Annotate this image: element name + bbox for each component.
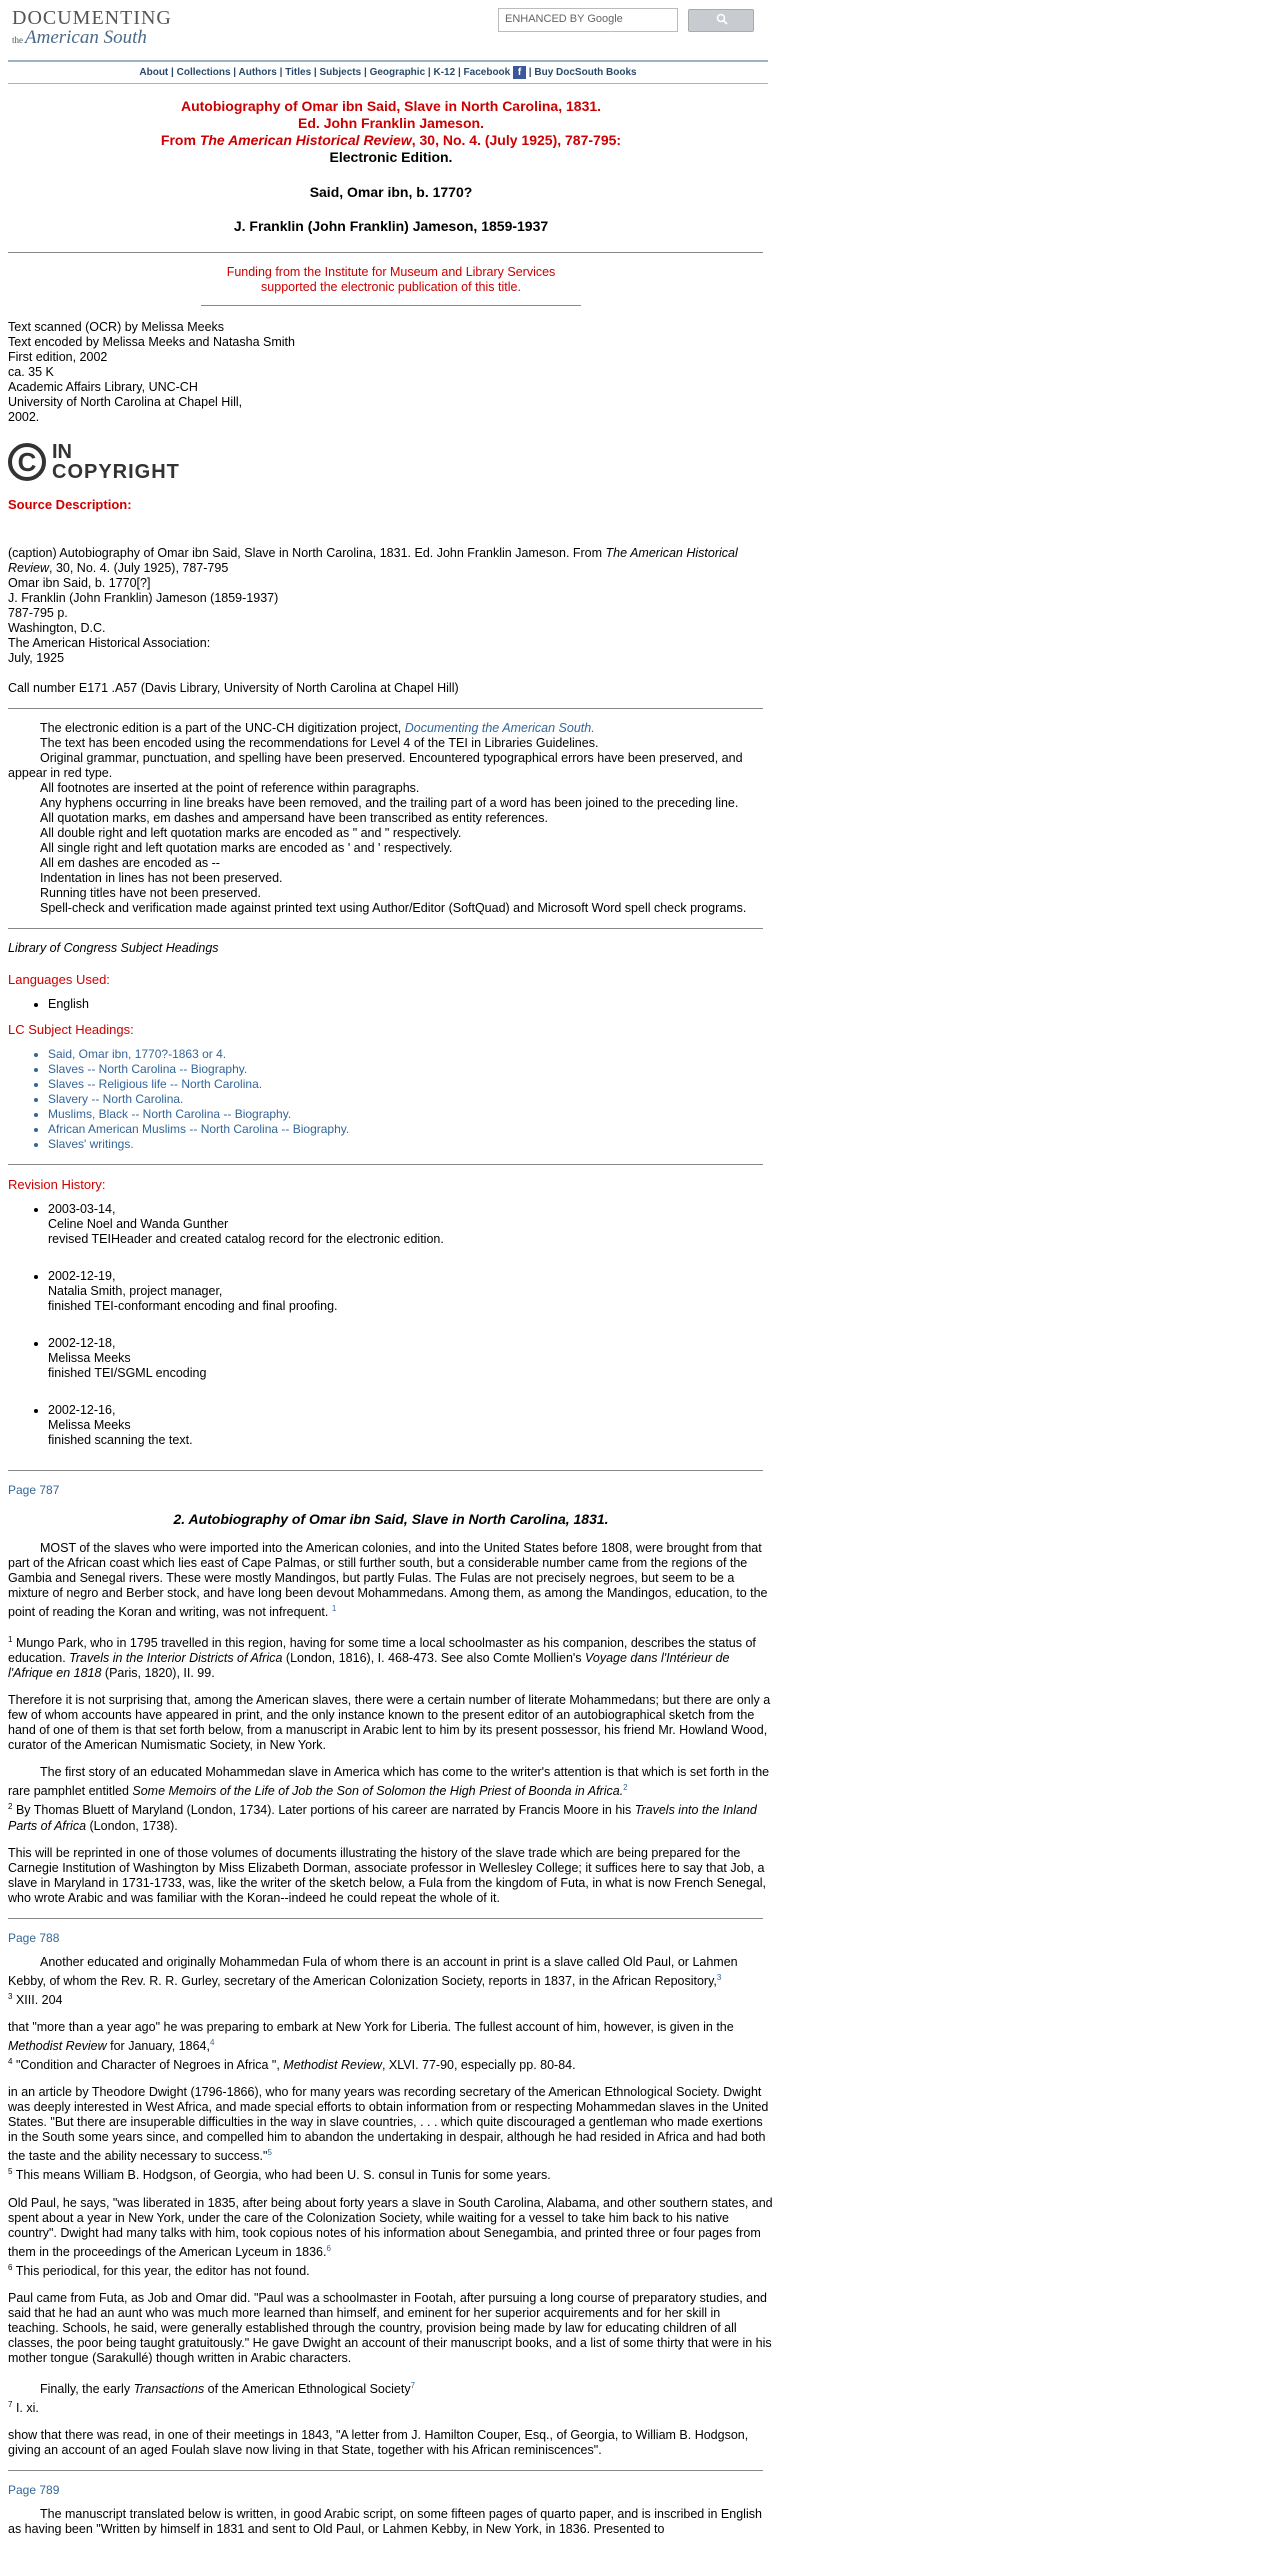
footnote-ref[interactable]: 4: [209, 2037, 215, 2047]
nav-k12[interactable]: K-12: [433, 67, 456, 79]
search-button[interactable]: [688, 9, 754, 32]
site-logo[interactable]: [12, 8, 172, 47]
list-item: • 2002-12-16, Melissa Meeks finished scanning the text.: [48, 1403, 774, 1448]
page-marker[interactable]: Page 787: [8, 1483, 60, 1497]
lc-subject-link[interactable]: • Muslims, Black -- North Carolina -- Biography.: [48, 1107, 774, 1122]
lc-subject-link[interactable]: • Slaves -- Religious life -- North Carolina.: [48, 1077, 774, 1092]
call-number: Call number E171 .A57 (Davis Library, University of North Carolina at Chapel Hill): [8, 681, 459, 695]
languages-heading: Languages Used:: [8, 972, 110, 987]
lc-subject-link[interactable]: • Said, Omar ibn, 1770?-1863 or 4.: [48, 1047, 774, 1062]
list-item: • 2003-03-14, Celine Noel and Wanda Gunther revised TEIHeader and created catalog record for the electronic edition.: [48, 1202, 774, 1247]
footnote: $^5$ This means William B. Hodgson, of Georgia, who had been U. S. consul in Tunis for some years.: [8, 2167, 551, 2183]
lc-subject-link[interactable]: • Slaves' writings.: [48, 1137, 774, 1152]
footnote: $^1$ Mungo Park, who in 1795 travelled in this region, having for some time a local schoolmaster as his companion, describes the status of education. Travels in the Interior Districts of Africa (London, 1816), I. 468-473. See also Comte Mollien's Voyage dans l'Intérieur de l'Afrique en 1818 (Paris, 1820), II. 99.: [8, 1635, 756, 1681]
list-item: • 2002-12-18, Melissa Meeks finished TEI/SGML encoding: [48, 1336, 774, 1381]
page-marker[interactable]: Page 789: [8, 2483, 60, 2498]
main-text: Page 787 2. Autobiography of Omar ibn Said, Slave in North Carolina, 1831. MOST of the slaves who were imported into the American colonies, and into the United States before 1808, were brought from that part of the African coast which lies east of Cape Palmas, or still further south, but a considerable number came from the regions of the Gambia and Senegal rivers. These were mostly Mandingos, but partly Fulas. The Fulas are not precisely negroes, but seem to be a mixture of negro and Berber stock, and have long been devout Mohammedans. Among them, as among the Mandingos, education, to the point of reading the Koran and writing, was not infrequent. $^1$ $^1$ Mungo Park, who in 1795 travelled in this region, having for some time a local schoolmaster as his companion, describes the status of education. Travels in the Interior Districts of Africa (London, 1816), I. 468-473. See also Comte Mollien's Voyage dans l'Intérieur de l'Afrique en 1818 (Paris, 1820), II. 99. Therefore it is not surprising that, among the American slaves, there were a certain number of literate Mohammedans; but there are only a few of whom accounts have appeared in print, and the only instance known to the present editor of an autobiographical sketch from the hand of one of them is that set forth below, from a manuscript in Arabic lent to him by its present possessor, his friend Mr. Howland Wood, curator of the American Numismatic Society, in New York. The first story of an educated Mohammedan slave in America which has come to the writer's attention is that which is set forth in the rare pamphlet entitled Some Memoirs of the Life of Job the Son of Solomon the High Priest of Boonda in Africa.$^2$ $^2$ By Thomas Bluett of Maryland (London, 1734). Later portions of his career are narrated by Francis Moore in his Travels into the Inland Parts of Africa (London, 1738). This will be reprinted in one of those volumes of documents illustrating the history of the slave trade which are being prepared for the Carnegie Institution of Washington by Miss Elizabeth Dorman, associate professor in Wellesley College; it suffices here to say that Job, a slave in Maryland in 1731-1733, was, like the writer of the sketch below, a Fula from the kingdom of Futa, in what is now French Senegal, who wrote Arabic and was familiar with the Koran--indeed he could repeat the whole of it. Page 788 Another educated and originally Mohammedan Fula of whom there is an account in print is a slave called Old Paul, or Lahmen Kebby, of whom the Rev. R. R. Gurley, secretary of the American Colonization Society, reports in 1837, in the African Repository,$^3$ $^3$ XIII. 204 that "more than a year ago" he was preparing to embark at New York for Liberia. The fullest account of him, however, is given in the Methodist Review for January, 1864,$^4$ $^4$ "Condition and Character of Negroes in Africa ", Methodist Review, XLVI. 77-90, especially pp. 80-84. in an article by Theodore Dwight (1796-1866), who for many years was recording secretary of the American Ethnological Society. Dwight was deeply interested in West Africa, and made special efforts to obtain information from or respecting Mohammedan slaves in the United States. "But there are insuperable difficulties in the way in slave countries, . . . which quite discouraged a gentleman who made exertions in the South some years since, and compelled him to abandon the undertaking in despair, although he had resided in Africa and had both the taste and the ability necessary to success."$^5$ $^5$ This means William B. Hodgson, of Georgia, who had been U. S. consul in Tunis for some years. Old Paul, he says, "was liberated in 1835, after being about forty years a slave in South Carolina, Alabama, and other southern states, and spent about a year in New York, under the care of the Colonization Society, while waiting for a vessel to take him back to his native country". Dwight had many talks with him, took copious notes of his information about Senegambia, and printed three or four pages from them in the proceedings of the American Lyceum in 1836.$^6$ $^6$ This periodical, for this year, the editor has not found. Paul came from Futa, as Job and Omar did. "Paul was a schoolmaster in Footah, after pursuing a long course of preparatory studies, and said that he had an aunt who was much more learned than himself, and eminent for her superior acquirements and for her skill in teaching. Schools, he said, were generally established through the country, provision being made by law for educating children of all classes, the poor being taught gratuitously." He gave Dwight an account of their manuscript books, and a list of some thirty that were in his mother tongue (Sarakullé) though written in Arabic characters. Finally, the early Transactions of the American Ethnological Society$^7$ $^7$ I. xi. show that there was read, in one of their meetings in 1843, "A letter from J. Hamilton Couper, Esq., of Georgia, to William B. Hodgson, giving an account of an aged Foulah slave now living in that State, together with his African reminiscences". Page 789 The manuscript translated below is written, in good Arabic script, on some fifteen pages of quarto paper, and is inscribed in English as having been "Written by himself in 1831 and sent to Old Paul, or Lahmen Kebby, in New York, in 1836. Presented to: [8, 1483, 773, 2537]
nav-authors[interactable]: Authors: [238, 67, 277, 79]
footnote: $^6$ This periodical, for this year, the editor has not found.: [8, 2262, 310, 2278]
page: [8, 0, 774, 2549]
search-input[interactable]: ENHANCED BY Google: [498, 8, 678, 32]
title-line4: Electronic Edition.: [329, 149, 453, 165]
divider: [201, 305, 581, 306]
footnote: $^3$ XIII. 204: [8, 1991, 63, 2007]
list-item: • English: [48, 997, 774, 1012]
lc-subject-list: [8, 1047, 774, 1152]
divider: [8, 2470, 763, 2471]
author2: J. Franklin (John Franklin) Jameson, 1859-1937: [233, 218, 549, 234]
lc-subject-link[interactable]: • Slaves -- North Carolina -- Biography.: [48, 1062, 774, 1077]
divider: [8, 928, 763, 929]
search-icon: [716, 13, 728, 28]
author1: Said, Omar ibn, b. 1770?: [309, 184, 473, 200]
revision-heading: Revision History:: [8, 1177, 106, 1192]
footnote: $^7$ I. xi.: [8, 2400, 39, 2416]
divider: [8, 252, 763, 253]
nav-subjects[interactable]: Subjects: [319, 67, 362, 79]
loc-heading: Library of Congress Subject Headings: [8, 941, 219, 955]
divider: [8, 1918, 763, 1919]
logo-the: the: [12, 35, 23, 45]
lc-subject-link[interactable]: • African American Muslims -- North Carolina -- Biography.: [48, 1122, 774, 1137]
title-line3: From The American Historical Review, 30, No. 4. (July 1925), 787-795:: [160, 132, 622, 148]
languages-list: [8, 997, 774, 1012]
credits: Text scanned (OCR) by Melissa Meeks Text encoded by Melissa Meeks and Natasha Smith First edition, 2002 ca. 35 K Academic Affairs Library, UNC-CH University of North Carolina at Chapel Hill, 2002.: [8, 320, 295, 424]
nav-collections[interactable]: Collections: [176, 67, 231, 79]
nav-geographic[interactable]: Geographic: [369, 67, 426, 79]
page-marker[interactable]: Page 788: [8, 1930, 60, 1945]
title-block: [8, 98, 774, 166]
divider: [8, 708, 763, 709]
nav-buy-books[interactable]: Buy DocSouth Books: [534, 67, 637, 79]
nav-titles[interactable]: Titles: [285, 67, 312, 79]
copyright-icon: C: [8, 443, 46, 481]
in-copyright-badge[interactable]: C IN COPYRIGHT: [8, 443, 774, 487]
footnote: $^4$ "Condition and Character of Negroes in Africa ", Methodist Review, XLVI. 77-90, especially pp. 80-84.: [8, 2057, 576, 2073]
text-heading: 2. Autobiography of Omar ibn Said, Slave in North Carolina, 1831.: [173, 1511, 609, 1527]
footnote-ref[interactable]: 1: [331, 1604, 337, 1613]
funding-note: Funding from the Institute for Museum and Library Services supported the electronic publication of this title.: [226, 265, 556, 294]
title-line1: Autobiography of Omar ibn Said, Slave in North Carolina, 1831.: [180, 98, 602, 114]
footnote: $^2$ By Thomas Bluett of Maryland (London, 1734). Later portions of his career are narrated by Francis Moore in his Travels into the Inland Parts of Africa (London, 1738).: [8, 1802, 757, 1833]
list-item: • 2002-12-19, Natalia Smith, project manager, finished TEI-conformant encoding and final proofing.: [48, 1269, 774, 1314]
divider: [8, 1164, 763, 1165]
divider: [8, 1470, 763, 1471]
main-nav: About | Collections | Authors | Titles | Subjects | Geographic | K-12 | Facebook f | Buy DocSouth Books: [8, 60, 768, 84]
title-line2: Ed. John Franklin Jameson.: [298, 115, 484, 131]
footnote-ref[interactable]: 7: [410, 2380, 416, 2390]
facebook-icon[interactable]: f: [513, 66, 526, 79]
footnote-ref[interactable]: 3: [716, 1972, 722, 1982]
logo-line1: DOCUMENTING: [12, 7, 172, 29]
encoding-notes: The electronic edition is a part of the UNC-CH digitization project, Documenting the American South. The text has been encoded using the recommendations for Level 4 of the TEI in Libraries Guidelines. Original grammar, punctuation, and spelling have been preserved. Encountered typographical errors have been preserved, and appear in red type. All footnotes are inserted at the point of reference within paragraphs. Any hyphens occurring in line breaks have been removed, and the trailing part of a word has been joined to the preceding line. All quotation marks, em dashes and ampersand have been transcribed as entity references. All double right and left quotation marks are encoded as " and " respectively. All single right and left quotation marks are encoded as ' and ' respectively. All em dashes are encoded as -- Indentation in lines has not been preserved. Running titles have not been preserved. Spell-check and verification made against printed text using Author/Editor (SoftQuad) and Microsoft Word spell check programs.: [8, 721, 747, 915]
source-description: (caption) Autobiography of Omar ibn Said, Slave in North Carolina, 1831. Ed. John Franklin Jameson. From The American Historical Review, 30, No. 4. (July 1925), 787-795 Omar ibn Said, b. 1770[?] J. Franklin (John Franklin) Jameson (1859-1937) 787-795 p. Washington, D.C. The American Historical Association: July, 1925 Call number E171 .A57 (Davis Library, University of North Carolina at Chapel Hill): [8, 546, 774, 696]
site-header: [8, 0, 774, 60]
nav-about[interactable]: About: [139, 67, 169, 79]
lc-subject-link[interactable]: • Slavery -- North Carolina.: [48, 1092, 774, 1107]
nav-facebook[interactable]: Facebook: [463, 67, 511, 79]
docsouth-link[interactable]: Documenting the American South.: [404, 721, 595, 735]
footnote-ref[interactable]: 6: [326, 2243, 331, 2253]
footnote-ref[interactable]: 2: [623, 1783, 628, 1793]
source-heading: Source Description:: [8, 497, 132, 512]
revision-list: [8, 1202, 774, 1448]
footnote-ref[interactable]: 5: [267, 2148, 272, 2158]
lc-heading: LC Subject Headings:: [8, 1022, 134, 1037]
logo-line2: American South: [25, 27, 147, 48]
